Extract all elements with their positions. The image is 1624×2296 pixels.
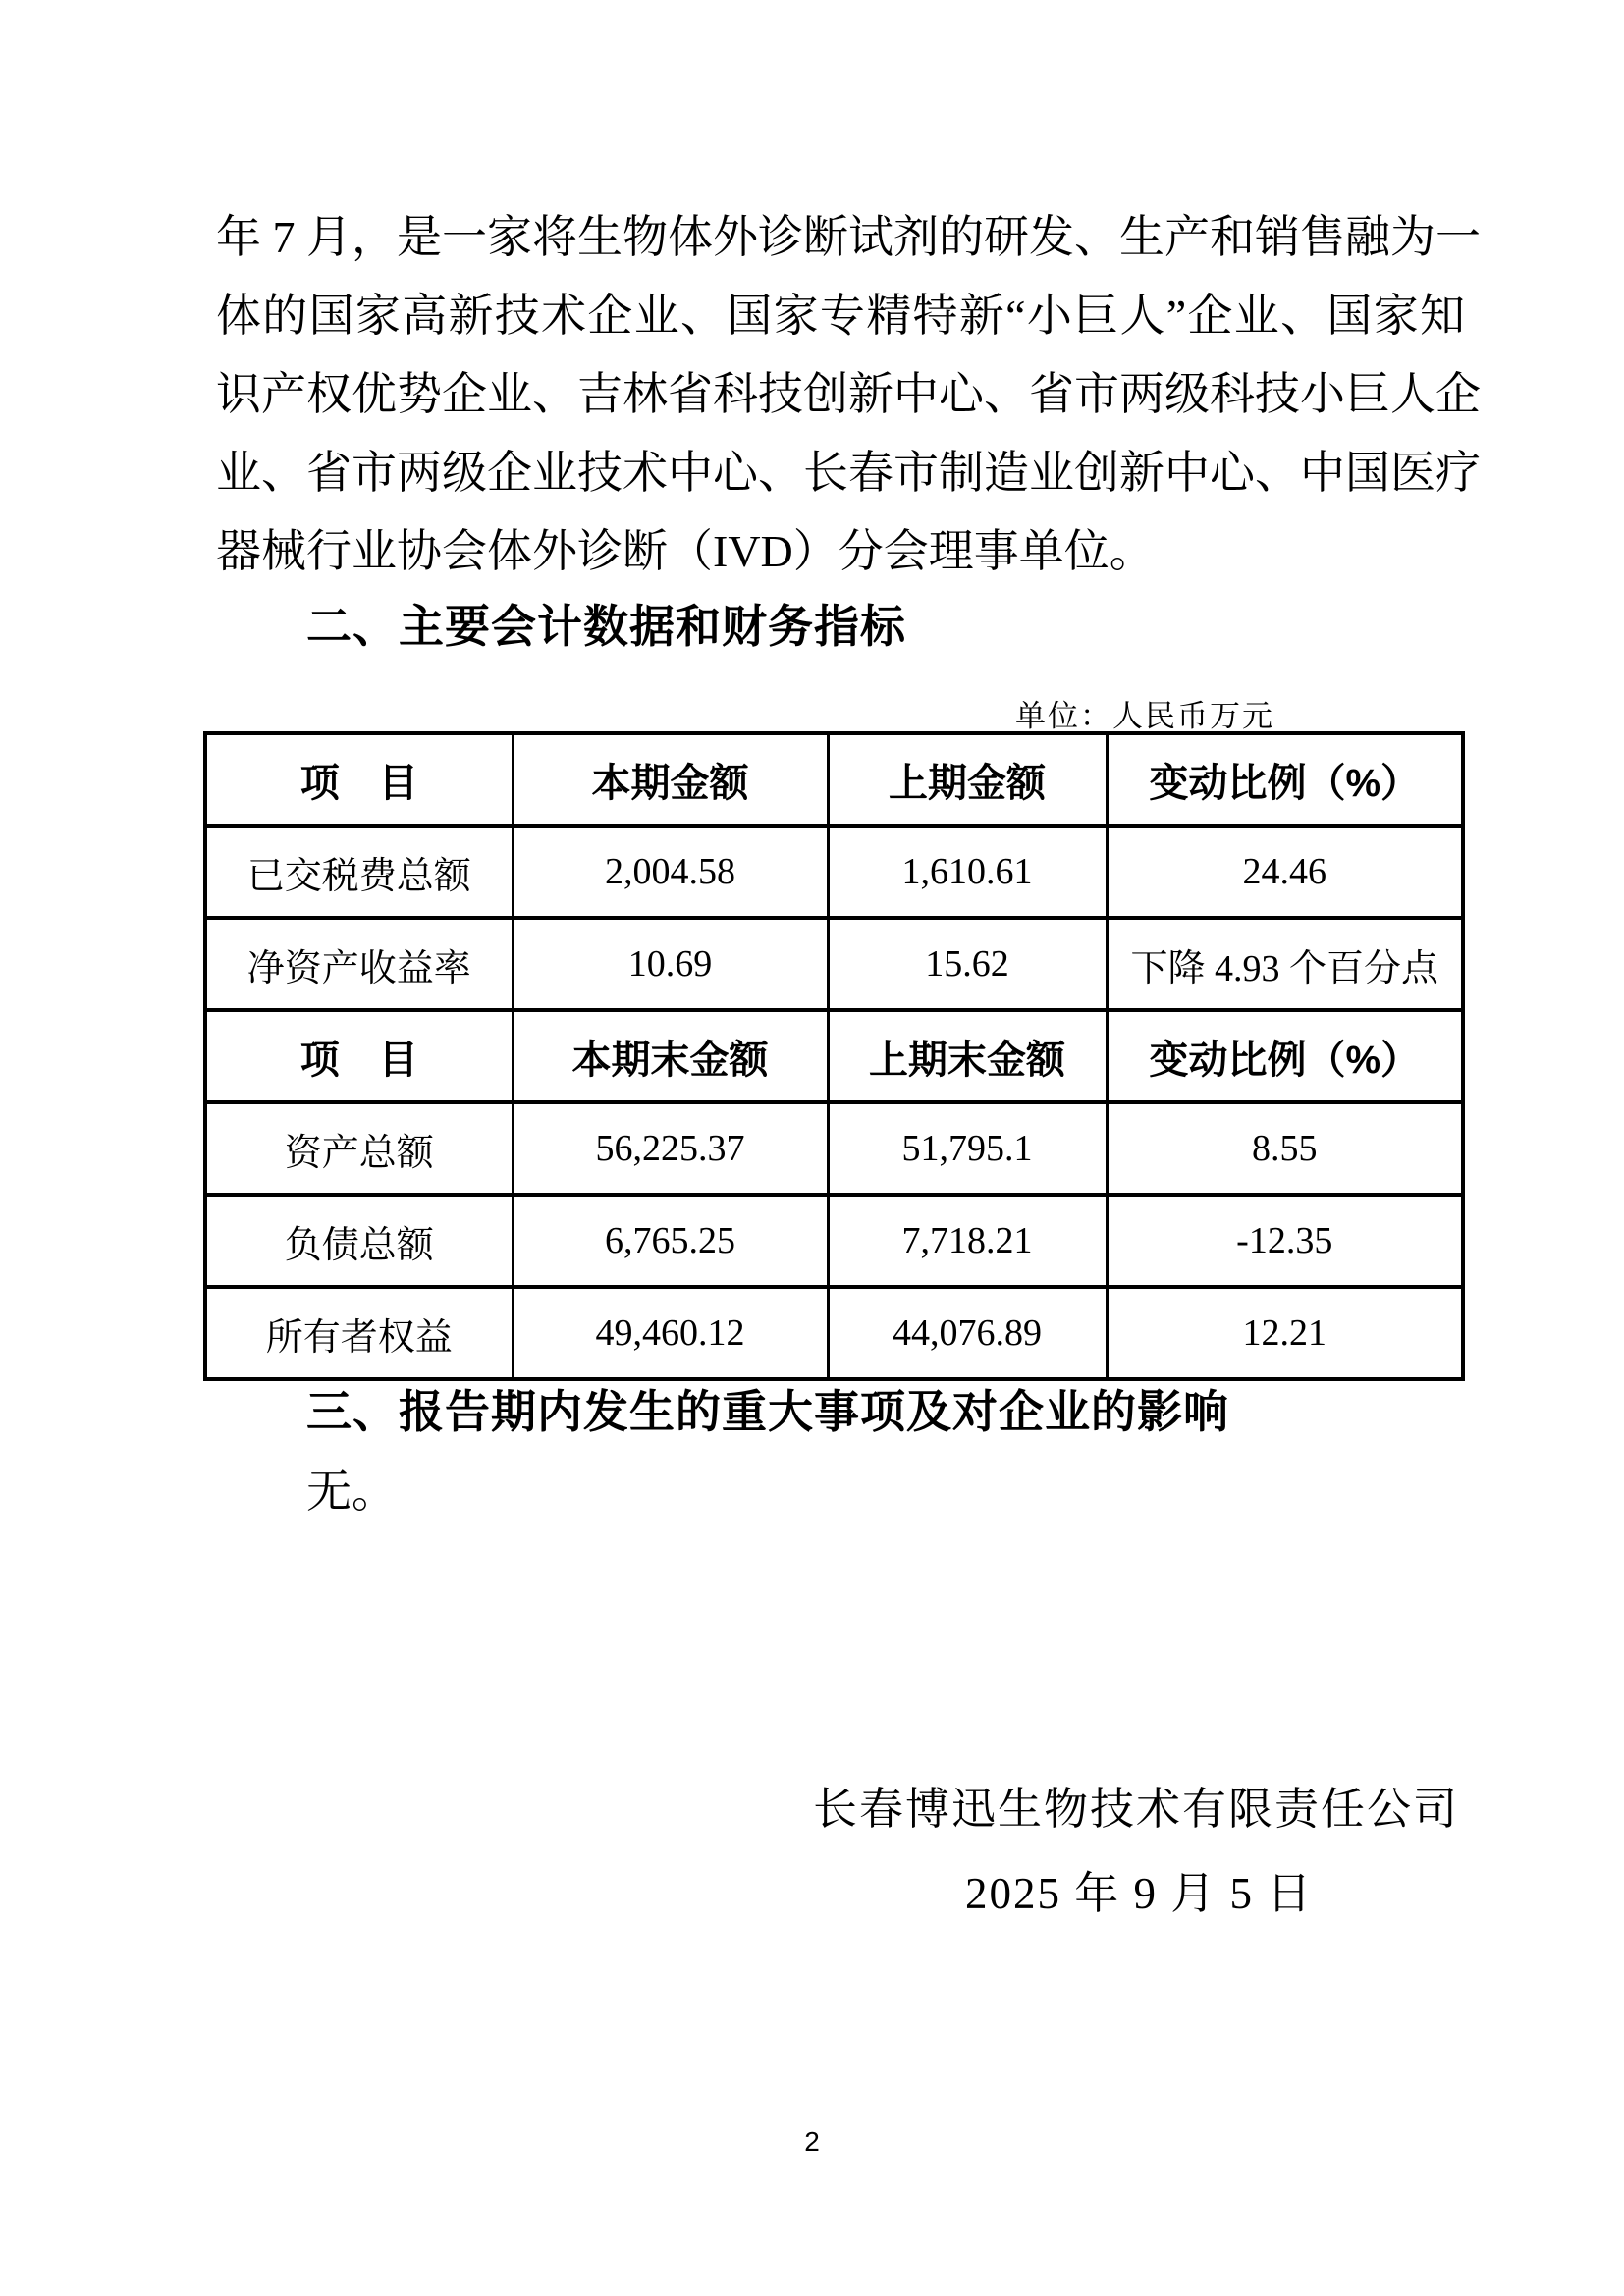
signature-date: 2025 年 9 月 5 日 [965,1869,1314,1918]
table-header-row [205,733,1463,826]
signature-company: 长春博迅生物技术有限责任公司 [813,1785,1460,1834]
paragraph-line: 器械行业协会体外诊断（IVD）分会理事单位。 [216,526,1155,576]
row-change-value: 下降 4.93 个百分点 [1107,918,1463,1010]
row-current-value: 56,225.37 [513,1102,828,1195]
row-label: 已交税费总额 [205,826,513,918]
header-cell-current: 本期金额 [513,733,828,826]
header-cell-change: 变动比例（%） [1107,1010,1463,1102]
header-cell-change: 变动比例（%） [1107,733,1463,826]
header-cell-item: 项 目 [205,1010,513,1102]
paragraph-line: 年 7 月，是一家将生物体外诊断试剂的研发、生产和销售融为一 [216,212,1481,262]
row-previous-value: 7,718.21 [828,1195,1107,1287]
page-number: 2 [804,2126,820,2157]
header-cell-item: 项 目 [205,733,513,826]
row-previous-value: 51,795.1 [828,1102,1107,1195]
row-label: 所有者权益 [205,1287,513,1379]
header-cell-previous: 上期金额 [828,733,1107,826]
row-previous-value: 1,610.61 [828,826,1107,918]
row-previous-value: 44,076.89 [828,1287,1107,1379]
paragraph-line: 业、省市两级企业技术中心、长春市制造业创新中心、中国医疗 [216,448,1481,498]
table-row [205,1102,1463,1195]
financial-table [203,731,1465,1381]
row-previous-value: 15.62 [828,918,1107,1010]
row-label: 负债总额 [205,1195,513,1287]
header-cell-current-end: 本期末金额 [513,1010,828,1102]
table-row [205,826,1463,918]
table-row [205,918,1463,1010]
table-header-row [205,1010,1463,1102]
paragraph-line: 识产权优势企业、吉林省科技创新中心、省市两级科技小巨人企 [216,369,1481,419]
row-label: 资产总额 [205,1102,513,1195]
table-row [205,1287,1463,1379]
table-unit-note: 单位：人民币万元 [1015,699,1274,733]
section3-body: 无。 [306,1467,397,1517]
section2-heading: 二、主要会计数据和财务指标 [306,601,906,652]
row-current-value: 2,004.58 [513,826,828,918]
paragraph-line: 体的国家高新技术企业、国家专精特新“小巨人”企业、国家知 [216,291,1465,341]
row-current-value: 10.69 [513,918,828,1010]
row-label: 净资产收益率 [205,918,513,1010]
row-change-value: 24.46 [1107,826,1463,918]
row-change-value: 12.21 [1107,1287,1463,1379]
row-current-value: 6,765.25 [513,1195,828,1287]
section3-heading: 三、报告期内发生的重大事项及对企业的影响 [306,1386,1229,1437]
table-row [205,1195,1463,1287]
intro-paragraph [216,198,1481,591]
header-cell-previous-end: 上期末金额 [828,1010,1107,1102]
row-change-value: -12.35 [1107,1195,1463,1287]
row-change-value: 8.55 [1107,1102,1463,1195]
row-current-value: 49,460.12 [513,1287,828,1379]
